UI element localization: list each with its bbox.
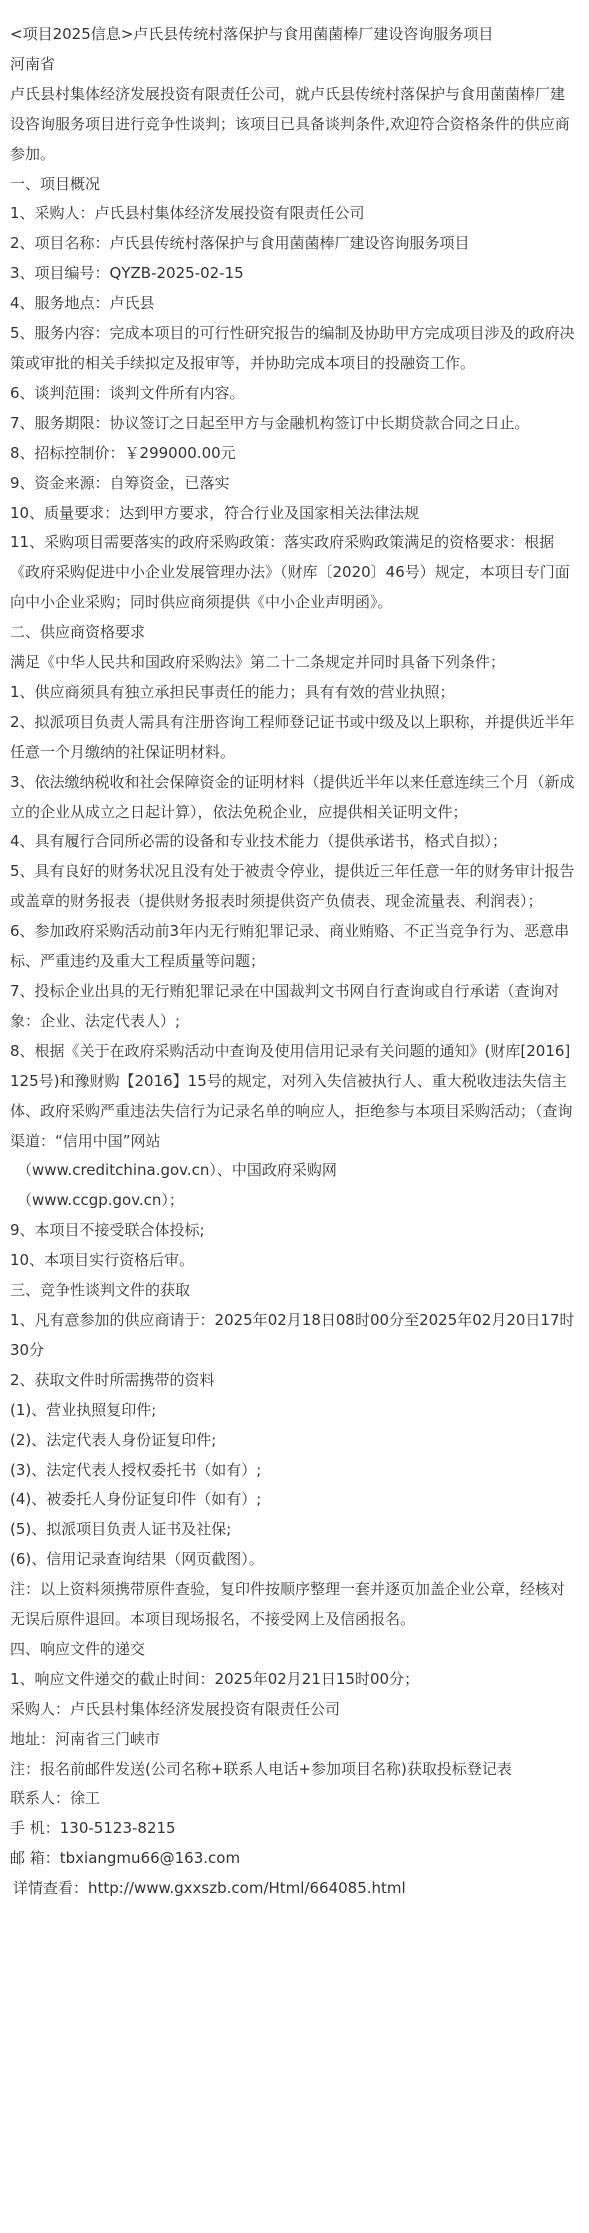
qualification-item: 6、参加政府采购活动前3年内无行贿犯罪记录、商业贿赂、不正当竞争行为、恶意串标、严重违约及重大工程质量等问题；: [10, 922, 570, 971]
overview-item: 2、项目名称：卢氏县传统村落保护与食用菌菌棒厂建设咨询服务项目: [10, 234, 470, 253]
submission-deadline-item: 1、响应文件递交的截止时间：2025年02月21日15时00分；: [10, 1669, 420, 1688]
required-materials-item: 2、获取文件时所需携带的资料: [10, 1370, 215, 1389]
qualification-item: 9、本项目不接受联合体投标;: [10, 1221, 205, 1240]
contact-email[interactable]: 邮 箱：tbxiangmu66@163.com: [10, 1849, 241, 1868]
material-item: (4)、被委托人身份证复印件（如有）;: [10, 1490, 262, 1509]
qualification-item: 4、具有履行合同所必需的设备和专业技术能力（提供承诺书，格式自拟）；: [10, 832, 508, 851]
overview-item: 10、质量要求：达到甲方要求，符合行业及国家相关法律法规: [10, 503, 420, 522]
qualification-item: 7、投标企业出具的无行贿犯罪记录在中国裁判文书网自行查询或自行承诺（查询对象：企业、法定代表人）;: [10, 982, 560, 1030]
overview-item: 6、谈判范围：谈判文件所有内容。: [10, 383, 245, 402]
section-heading-submission: 四、响应文件的递交: [10, 1639, 146, 1658]
overview-item: 7、服务期限：协议签订之日起至甲方与金融机构签订中长期贷款合同之日止。: [10, 413, 530, 432]
section-heading-overview: 一、项目概况: [10, 174, 101, 193]
overview-item: 9、资金来源：自筹资金，已落实: [10, 473, 230, 492]
obtain-time-item: 1、凡有意参加的供应商请于：2025年02月18日08时00分至2025年02月20日17时30分: [10, 1310, 575, 1359]
contact-phone: 手 机：130-5123-8215: [10, 1819, 176, 1838]
overview-item: 1、采购人：卢氏县村集体经济发展投资有限责任公司: [10, 204, 365, 223]
overview-item: 4、服务地点：卢氏县: [10, 294, 155, 313]
material-item: (2)、法定代表人身份证复印件;: [10, 1430, 217, 1449]
qualification-item: 8、根据《关于在政府采购活动中查询及使用信用记录有关问题的通知》(财库[2016]125号)和豫财购【2016】15号的规定，对列入失信被执行人、重大税收违法失信主体、政府采购严重违法失信行为记录名单的响应人，拒绝参与本项目采购活动；（查询渠道：“信用中国”网站: [10, 1041, 573, 1150]
province-label: 河南省: [10, 54, 56, 73]
qualification-item: 2、拟派项目负责人需具有注册咨询工程师登记证书或中级及以上职称，并提供近半年任意一个月缴纳的社保证明材料。: [10, 712, 575, 761]
material-item: (5)、拟派项目负责人证书及社保;: [10, 1520, 232, 1539]
qualification-item: 1、供应商须具有独立承担民事责任的能力；具有有效的营业执照；: [10, 682, 455, 701]
registration-note: 注：报名前邮件发送(公司名称+联系人电话+参加项目名称)获取投标登记表: [10, 1759, 512, 1778]
contact-purchaser: 采购人：卢氏县村集体经济发展投资有限责任公司: [10, 1699, 341, 1718]
ccgp-url-line: （www.ccgp.gov.cn）；: [17, 1191, 184, 1210]
creditchina-url-line: （www.creditchina.gov.cn）、中国政府采购网: [17, 1161, 337, 1180]
section-heading-qualifications: 二、供应商资格要求: [10, 623, 146, 642]
material-item: (1)、营业执照复印件;: [10, 1400, 157, 1419]
overview-item: 3、项目编号：QYZB-2025-02-15: [10, 264, 244, 283]
qualifications-intro: 满足《中华人民共和国政府采购法》第二十二条规定并同时具备下列条件；: [10, 653, 506, 672]
overview-item: 11、采购项目需要落实的政府采购政策：落实政府采购政策满足的资格要求：根据《政府采购促进中小企业发展管理办法》（财库〔2020〕46号）规定，本项目专门面向中小企业采购；同时供应商须提供《中小企业声明函》。: [10, 533, 570, 612]
material-item: (3)、法定代表人授权委托书（如有）;: [10, 1460, 262, 1479]
qualification-item: 3、依法缴纳税收和社会保障资金的证明材料（提供近半年以来任意连续三个月（新成立的企业从成立之日起计算），依法免税企业，应提供相关证明文件；: [10, 772, 575, 821]
section-heading-obtain-documents: 三、竞争性谈判文件的获取: [10, 1281, 191, 1300]
contact-address: 地址：河南省三门峡市: [10, 1729, 161, 1748]
qualification-item: 10、本项目实行资格后审。: [10, 1251, 195, 1270]
contact-person: 联系人：徐工: [10, 1789, 101, 1808]
material-item: (6)、信用记录查询结果（网页截图）。: [10, 1550, 264, 1569]
overview-item: 8、招标控制价：￥299000.00元: [10, 443, 236, 462]
detail-link[interactable]: 详情查看：http://www.gxxszb.com/Html/664085.html: [13, 1879, 406, 1898]
materials-note: 注：以上资料须携带原件查验，复印件按顺序整理一套并逐页加盖企业公章，经核对无误后原件退回。本项目现场报名，不接受网上及信函报名。: [10, 1580, 566, 1629]
announcement-title: <项目2025信息>卢氏县传统村落保护与食用菌菌棒厂建设咨询服务项目: [10, 25, 494, 43]
intro-paragraph: 卢氏县村集体经济发展投资有限责任公司，就卢氏县传统村落保护与食用菌菌棒厂建设咨询服务项目进行竞争性谈判；该项目已具备谈判条件,欢迎符合资格条件的供应商参加。: [10, 84, 570, 163]
qualification-item: 5、具有良好的财务状况且没有处于被责令停业，提供近三年任意一年的财务审计报告或盖章的财务报表（提供财务报表时须提供资产负债表、现金流量表、利润表）；: [10, 862, 575, 911]
overview-item: 5、服务内容：完成本项目的可行性研究报告的编制及协助甲方完成项目涉及的政府决策或审批的相关手续拟定及报审等，并协助完成本项目的投融资工作。: [10, 324, 575, 372]
